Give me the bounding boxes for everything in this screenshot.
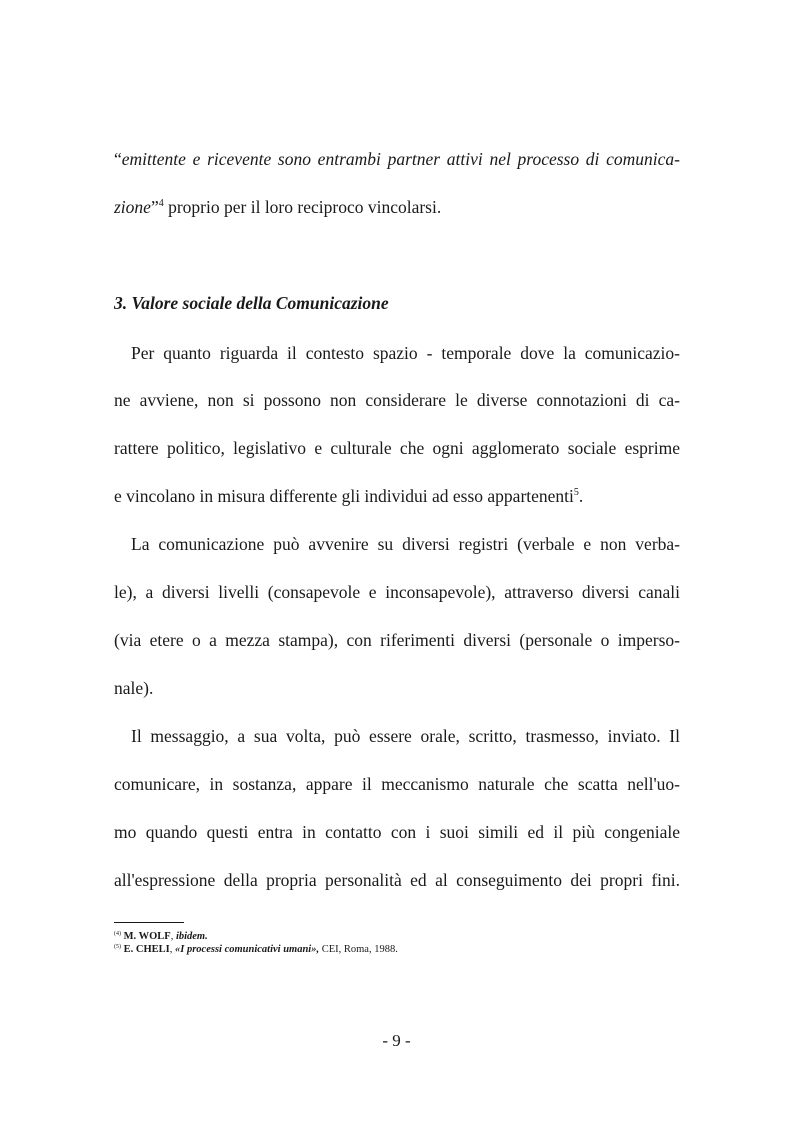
continuation-text: proprio per il loro reciproco vincolarsi. (163, 197, 442, 217)
paragraph-2-line-2: le), a diversi livelli (consapevole e inconsapevole), attraverso diversi canali (114, 582, 680, 602)
footnote-author: E. CHELI (123, 944, 170, 955)
footnote-separator-text: , (170, 931, 176, 942)
period: . (578, 486, 584, 506)
paragraph-3-line-3: mo quando questi entra in contatto con i suoi simili ed il più congeniale (114, 822, 680, 842)
paragraph-3-line-4: all'espressione della propria personalità ed al conseguimento dei propri fini. (114, 870, 680, 890)
footnote-title: ibidem. (175, 931, 208, 942)
paragraph-1-line-2: ne avviene, non si possono non considerare le diverse connotazioni di ca- (114, 390, 680, 410)
paragraph-2-line-4: nale). (114, 678, 154, 698)
footnote-ref-5[interactable]: 5 (573, 487, 579, 498)
continuation-line-1 (114, 147, 680, 171)
paragraph-1-line-3: rattere politico, legislativo e culturale che ogni agglomerato sociale esprime (114, 438, 680, 458)
paragraph-1-line-1: Per quanto riguarda il contesto spazio - temporale dove la comunicazio- (131, 343, 680, 363)
paragraph-2-line-1: La comunicazione può avvenire su diversi registri (verbale e non verba- (131, 534, 680, 554)
paragraph-3-line-1: Il messaggio, a sua volta, può essere orale, scritto, trasmesso, inviato. Il (131, 726, 680, 746)
paragraph-2-line-3: (via etere o a mezza stampa), con riferimenti diversi (personale o imperso- (114, 630, 680, 650)
footnote-4 (114, 930, 208, 943)
quoted-text: emittente e ricevente sono entrambi partner attivi nel processo di comunica- (121, 149, 680, 169)
paragraph-1-line-4 (114, 484, 680, 508)
footnote-ref-4[interactable]: 4 (158, 198, 164, 209)
footnote-title: «I processi comunicativi umani», (174, 944, 320, 955)
open-quote: “ (114, 149, 122, 169)
page-number: - 9 - (382, 1031, 411, 1050)
footnote-5 (114, 943, 398, 956)
footnote-marker: (4) (114, 931, 121, 937)
paragraph-3-line-2: comunicare, in sostanza, appare il meccanismo naturale che scatta nell'uo- (114, 774, 680, 794)
footnote-separator (114, 922, 184, 923)
footnote-author: M. WOLF (123, 931, 171, 942)
section-heading: 3. Valore sociale della Comunicazione (114, 293, 389, 313)
footnote-separator-text: , (169, 944, 175, 955)
footnote-marker: (5) (114, 944, 121, 950)
paragraph-1-text-end: e vincolano in misura differente gli individui ad esso appartenenti (114, 486, 574, 506)
continuation-line-2 (114, 195, 680, 219)
close-quote: ” (150, 197, 159, 217)
quoted-text-end: zione (114, 197, 151, 217)
footnote-rest: CEI, Roma, 1988. (319, 944, 398, 955)
